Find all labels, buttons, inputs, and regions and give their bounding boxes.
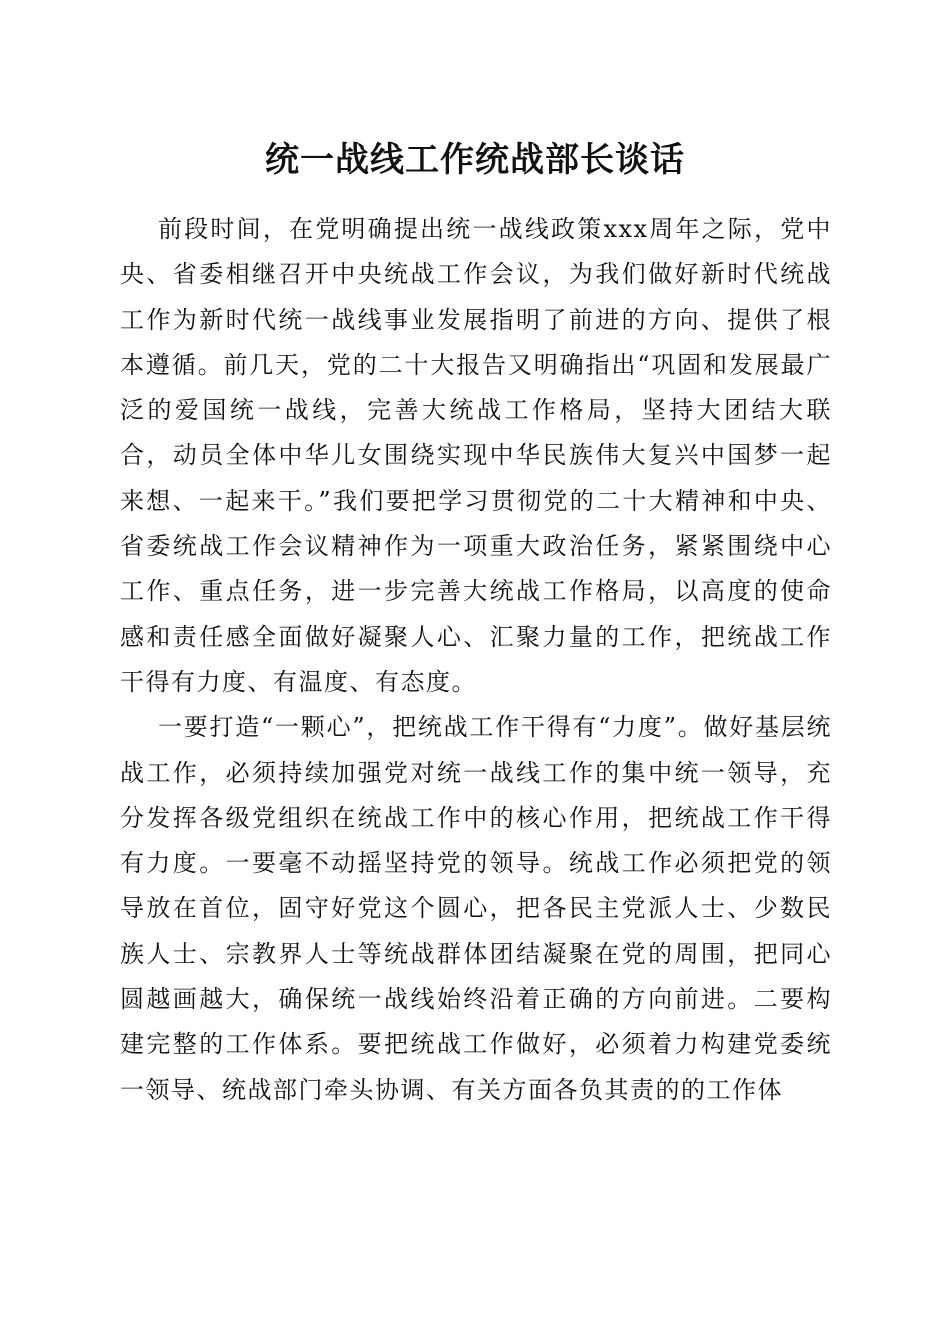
paragraph-1: 前段时间，在党明确提出统一战线政策xxx周年之际，党中央、省委相继召开中央统战工作会议，为我们做好新时代统战工作为新时代统一战线事业发展指明了前进的方向、提供了根本遵循。前几天，党的二十大报告又明确指出“巩固和发展最广泛的爱国统一战线，完善大统战工作格局，坚持大团结大联合，动员全体中华儿女围绕实现中华民族伟大复兴中国梦一起来想、一起来干。”我们要把学习贯彻党的二十大精神和中央、省委统战工作会议精神作为一项重大政治任务，紧紧围绕中心工作、重点任务，进一步完善大统战工作格局，以高度的使命感和责任感全面做好凝聚人心、汇聚力量的工作，把统战工作干得有力度、有温度、有态度。 [120,215,832,696]
document-body [120,207,832,1113]
document-title: 统一战线工作统战部长谈话 [265,140,685,180]
paragraph-2: 一要打造“一颗心”，把统战工作干得有“力度”。做好基层统战工作，必须持续加强党对统一战线工作的集中统一领导，充分发挥各级党组织在统战工作中的核心作用，把统战工作干得有力度。一要毫不动摇坚持党的领导。统战工作必须把党的领导放在首位，固守好党这个圆心，把各民主党派人士、少数民族人士、宗教界人士等统战群体团结凝聚在党的周围，把同心圆越画越大，确保统一战线始终沿着正确的方向前进。二要构建完整的工作体系。要把统战工作做好，必须着力构建党委统一领导、统战部门牵头协调、有关方面各负其责的的工作体 [120,713,832,1104]
